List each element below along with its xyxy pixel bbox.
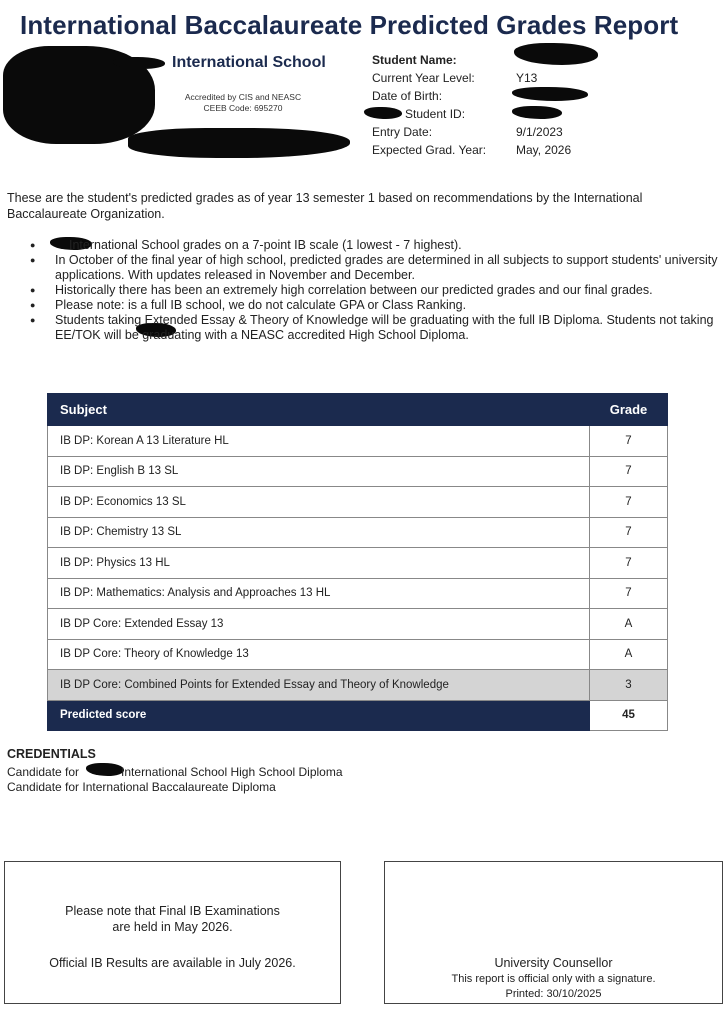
notes-list bbox=[30, 238, 720, 343]
subject-cell: IB DP Core: Extended Essay 13 bbox=[48, 609, 590, 640]
year-level-label: Current Year Level: bbox=[372, 71, 475, 85]
grade-cell: A bbox=[590, 609, 668, 640]
redaction-student-name bbox=[514, 43, 598, 65]
grades-table bbox=[47, 393, 668, 731]
student-id-label: Student ID: bbox=[405, 107, 466, 121]
grade-cell: 3 bbox=[590, 670, 668, 701]
table-row bbox=[48, 456, 668, 487]
entry-date-label: Entry Date: bbox=[372, 125, 433, 139]
subject-cell: IB DP: Mathematics: Analysis and Approaches 13 HL bbox=[48, 578, 590, 609]
note-item bbox=[30, 283, 720, 298]
grade-cell: 7 bbox=[590, 426, 668, 457]
grade-cell: 7 bbox=[590, 517, 668, 548]
subject-cell: IB DP: English B 13 SL bbox=[48, 456, 590, 487]
results-note-line: Official IB Results are available in July 2026. bbox=[49, 956, 296, 970]
report-title: International Baccalaureate Predicted Grades Report bbox=[20, 10, 679, 40]
accreditation-block bbox=[160, 92, 326, 114]
grad-year-label: Expected Grad. Year: bbox=[372, 143, 487, 157]
signature-disclaimer: This report is official only with a signature. bbox=[451, 973, 656, 985]
credential-line-2: Candidate for International Baccalaureate Diploma bbox=[7, 780, 276, 794]
note-text: In October of the final year of high school, predicted grades are determined in all subjects to support students' university applications. With updates released in November and December. bbox=[55, 253, 718, 282]
table-header-row bbox=[48, 394, 668, 426]
table-row bbox=[48, 548, 668, 579]
student-name-label: Student Name: bbox=[372, 53, 457, 67]
printed-date: Printed: 30/10/2025 bbox=[505, 988, 602, 1000]
grade-cell: 7 bbox=[590, 456, 668, 487]
grade-cell: 7 bbox=[590, 548, 668, 579]
intro-paragraph: These are the student's predicted grades as of year 13 semester 1 based on recommendations by the International Baccalaureate Organization. bbox=[7, 191, 643, 221]
subject-cell: IB DP: Physics 13 HL bbox=[48, 548, 590, 579]
exam-note-line: are held in May 2026. bbox=[112, 920, 233, 934]
credential-prefix: Candidate for bbox=[7, 765, 80, 779]
note-item bbox=[30, 253, 720, 283]
subject-cell: IB DP: Chemistry 13 SL bbox=[48, 517, 590, 548]
note-text: Please note: is a full IB school, we do not calculate GPA or Class Ranking. bbox=[55, 298, 467, 312]
grad-year-value: May, 2026 bbox=[516, 143, 572, 157]
predicted-score-value: 45 bbox=[590, 700, 668, 731]
counsellor-title: University Counsellor bbox=[494, 956, 613, 970]
table-row bbox=[48, 578, 668, 609]
dob-label: Date of Birth: bbox=[372, 89, 443, 103]
subject-cell: IB DP: Economics 13 SL bbox=[48, 487, 590, 518]
predicted-score-row bbox=[48, 700, 668, 731]
redaction-dob bbox=[512, 87, 588, 101]
signature-box bbox=[384, 861, 723, 1004]
redaction-student-id-prefix bbox=[364, 107, 402, 119]
credential-line-1 bbox=[7, 765, 343, 779]
table-row bbox=[48, 609, 668, 640]
subject-cell: IB DP Core: Theory of Knowledge 13 bbox=[48, 639, 590, 670]
subject-column-header: Subject bbox=[48, 394, 590, 426]
credential-suffix: International School High School Diploma bbox=[121, 765, 343, 779]
predicted-score-label: Predicted score bbox=[48, 700, 590, 731]
accreditation-line: Accredited by CIS and NEASC bbox=[184, 92, 302, 102]
entry-date-value: 9/1/2023 bbox=[516, 125, 563, 139]
grade-cell: A bbox=[590, 639, 668, 670]
table-row bbox=[48, 517, 668, 548]
year-level-value: Y13 bbox=[516, 71, 538, 85]
note-item bbox=[30, 238, 720, 253]
note-item bbox=[30, 313, 720, 343]
grade-cell: 7 bbox=[590, 578, 668, 609]
exam-note-box bbox=[4, 861, 341, 1004]
ceeb-code: CEEB Code: 695270 bbox=[203, 103, 283, 113]
note-text: International School grades on a 7-point IB scale (1 lowest - 7 highest). bbox=[69, 238, 462, 252]
note-text: Historically there has been an extremely high correlation between our predicted grades and our final grades. bbox=[55, 283, 653, 297]
table-row bbox=[48, 639, 668, 670]
subject-cell: IB DP Core: Combined Points for Extended Essay and Theory of Knowledge bbox=[48, 670, 590, 701]
school-name: International School bbox=[172, 54, 326, 71]
table-row bbox=[48, 487, 668, 518]
subject-cell: IB DP: Korean A 13 Literature HL bbox=[48, 426, 590, 457]
grade-column-header: Grade bbox=[590, 394, 668, 426]
note-item bbox=[30, 298, 720, 313]
redaction-address bbox=[128, 128, 350, 158]
redaction-student-id bbox=[512, 106, 562, 119]
grade-cell: 7 bbox=[590, 487, 668, 518]
exam-note-line: Please note that Final IB Examinations bbox=[65, 904, 280, 918]
combined-points-row bbox=[48, 670, 668, 701]
table-row bbox=[48, 426, 668, 457]
note-text: Students taking Extended Essay & Theory of Knowledge will be graduating with the full IB Diploma. Students not taking EE/TOK will be graduating with a NEASC accredited High School Diploma. bbox=[55, 313, 714, 342]
credentials-title: CREDENTIALS bbox=[7, 747, 96, 761]
